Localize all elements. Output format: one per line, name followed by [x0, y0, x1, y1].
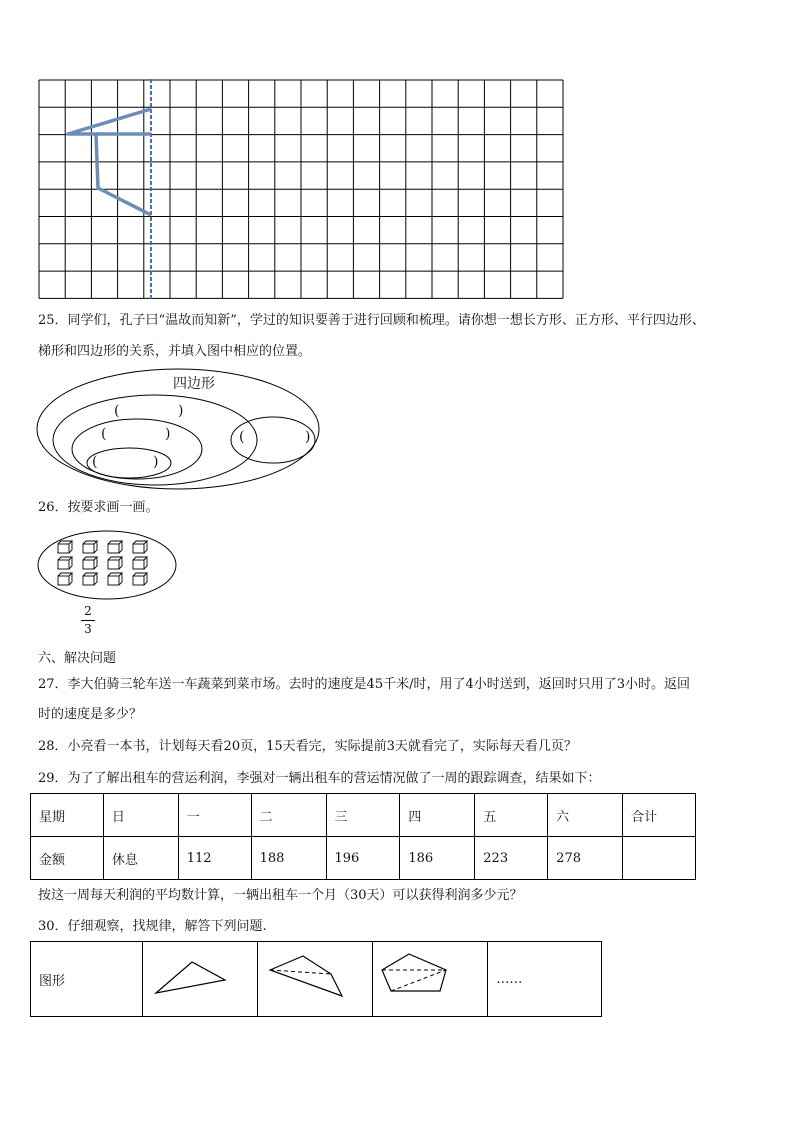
q30-text: 30．仔细观察，找规律，解答下列问题. — [38, 919, 267, 934]
cube-icon — [133, 573, 147, 585]
cube-group — [58, 541, 147, 585]
q25-line2: 梯形和四边形的关系，并填入图中相应的位置。 — [38, 344, 312, 359]
q25-line1: 25．同学们，孔子曰“温故而知新”，学过的知识要善于进行回顾和梳理。请你想一想长方形、正方形、平行四边形、 — [38, 313, 705, 328]
table-row — [31, 942, 602, 1017]
cube-icon — [58, 573, 72, 585]
cube-icon — [58, 541, 72, 553]
blank-open: ( — [239, 429, 245, 445]
fraction-denominator: 3 — [84, 622, 92, 636]
pentagon-cell — [373, 942, 488, 1017]
table-cell: 278 — [548, 837, 623, 880]
half-shape-lower — [96, 134, 151, 215]
grid-figure — [38, 79, 568, 301]
table-cell: 112 — [178, 837, 251, 880]
diagram-title: 四边形 — [173, 376, 215, 392]
q27-line2: 时的速度是多少？ — [38, 707, 143, 722]
q27-line1: 27．李大伯骑三轮车送一车蔬菜到菜市场。去时的速度是45千米/时，用了4小时送到，返回时只用了3小时。返回 — [38, 677, 691, 692]
cube-icon — [108, 557, 122, 569]
triangle-figure — [143, 942, 257, 1012]
blank-open: ( — [101, 426, 107, 442]
table-cell: 223 — [475, 837, 548, 880]
grid-lines — [39, 80, 563, 298]
table-header-row — [31, 794, 696, 837]
table-cell: 186 — [400, 837, 475, 880]
parallelogram-ellipse — [53, 395, 257, 485]
cubes-ellipse — [38, 531, 176, 599]
cube-icon — [133, 557, 147, 569]
table-cell: 五 — [475, 794, 548, 837]
profit-table — [30, 793, 696, 880]
fraction-numerator: 2 — [84, 604, 92, 618]
blank-close: ) — [153, 454, 159, 470]
section-title: 六、解决问题 — [38, 651, 117, 666]
cube-icon — [108, 541, 122, 553]
table-cell — [623, 837, 696, 880]
cube-icon — [83, 541, 97, 553]
table-cell: 188 — [251, 837, 326, 880]
half-shape — [68, 109, 151, 134]
blank-open: ( — [114, 403, 120, 419]
table-cell: 合计 — [623, 794, 696, 837]
q29-followup: 按这一周每天利润的平均数计算，一辆出租车一个月（30天）可以获得利润多少元？ — [38, 888, 523, 903]
table-cell: 休息 — [103, 837, 178, 880]
table-cell: 196 — [326, 837, 400, 880]
fraction-bar — [81, 620, 95, 621]
quadrilateral-cell — [258, 942, 373, 1017]
q28-text: 28．小亮看一本书，计划每天看20页，15天看完，实际提前3天就看完了，实际每天看几页？ — [38, 739, 577, 754]
table-cell: 二 — [251, 794, 326, 837]
ellipsis-cell: …… — [488, 942, 602, 1017]
table-cell: 图形 — [31, 942, 143, 1017]
table-cell: 金额 — [31, 837, 104, 880]
blank-close: ) — [305, 429, 311, 445]
table-cell: 一 — [178, 794, 251, 837]
quadrilateral-figure — [258, 942, 372, 1012]
pentagon-figure — [373, 942, 487, 1012]
triangle-cell — [143, 942, 258, 1017]
pattern-table — [30, 941, 602, 1017]
table-cell: 三 — [326, 794, 400, 837]
table-cell: 六 — [548, 794, 623, 837]
blank-open: ( — [92, 454, 98, 470]
table-cell: 星期 — [31, 794, 104, 837]
table-cell: 日 — [103, 794, 178, 837]
cube-icon — [83, 573, 97, 585]
cube-icon — [133, 541, 147, 553]
q26-text: 26．按要求画一画。 — [38, 500, 159, 515]
cube-icon — [58, 557, 72, 569]
fraction-two-thirds — [81, 604, 95, 637]
blank-close: ) — [178, 403, 184, 419]
cube-icon — [108, 573, 122, 585]
blank-close: ) — [165, 426, 171, 442]
cube-icon — [83, 557, 97, 569]
q29-text: 29．为了了解出租车的营运利润，李强对一辆出租车的营运情况做了一周的跟踪调查，结果如下： — [38, 771, 601, 786]
table-row — [31, 837, 696, 880]
table-cell: 四 — [400, 794, 475, 837]
cubes-ellipse-figure — [36, 530, 180, 602]
